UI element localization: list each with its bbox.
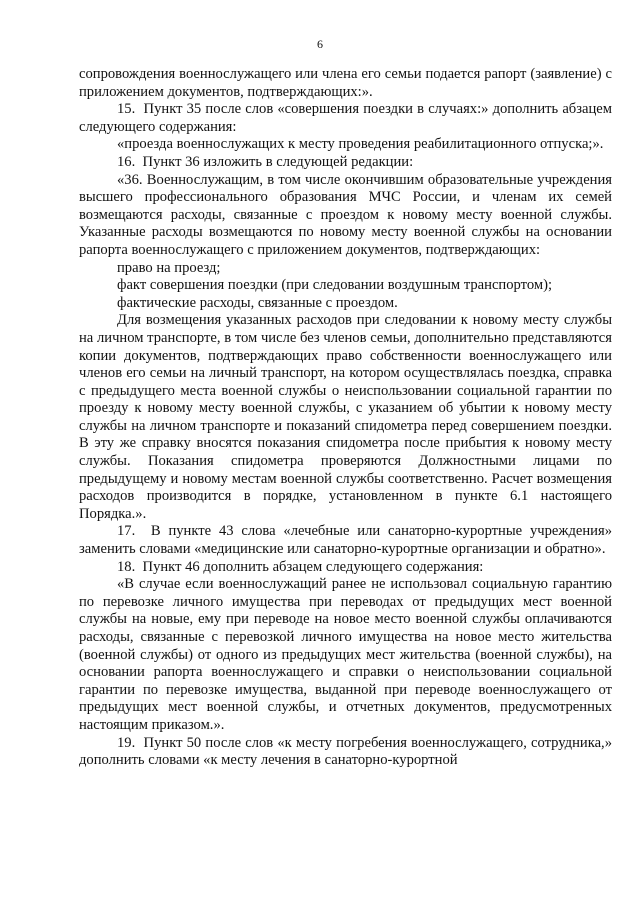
page-number: 6	[317, 37, 323, 51]
paragraph-quote-15: «проезда военнослужащих к месту проведения реабилитационного отпуска;».	[117, 136, 604, 153]
paragraph-item-17: 17. В пункте 43 слова «лечебные или санаторно-курортные учреждения» заменить словами «медицинские или санаторно-курортные организации и обратно».	[79, 523, 612, 558]
document-body	[79, 66, 612, 770]
paragraph-item-19: 19. Пункт 50 после слов «к месту погребения военнослужащего, сотрудника,» дополнить словами «к месту лечения в санаторно-курортной	[79, 734, 612, 769]
paragraph-list-item: факт совершения поездки (при следовании воздушным транспортом);	[117, 277, 552, 294]
paragraph-reimbursement: Для возмещения указанных расходов при следовании к новому месту службы на личном транспорте, в том числе без членов семьи, дополнительно представляются копии документов, подтверждающих право собственности военнослужащего или членов его семьи на личный транспорт, на котором осуществлялась поездка, справка с предыдущего места военной службы о неиспользовании социальной гарантии по проезду к новому месту военной службы, с указанием об убытии к новому месту службы на личном транспорте и показаний спидометра перед совершением поездки. В эту же справку вносятся показания спидометра после прибытия к новому месту службы. Показания спидометра проверяются Должностными лицами по предыдущему и новому местам военной службы соответственно. Расчет возмещения расходов производится в порядке, установленном в пункте 6.1 настоящего Порядка.».	[79, 312, 612, 522]
paragraph-quote-36: «36. Военнослужащим, в том числе окончившим образовательные учреждения высшего профессионального образования МЧС России, и членам их семей возмещаются расходы, связанные с проездом к новому месту военной службы. Указанные расходы возмещаются по новому месту военной службы на основании рапорта военнослужащего с приложением документов, подтверждающих:	[79, 171, 612, 258]
paragraph-quote-46: «В случае если военнослужащий ранее не использовал социальную гарантию по перевозке личного имущества при переводах от предыдущих мест военной службы на новые, ему при переводе на новое место военной службы оплачиваются расходы, связанные с перевозкой личного имущества на новое место жительства (военной службы) от одного из предыдущих мест жительства (военной службы), на основании рапорта военнослужащего и справки о неиспользовании социальной гарантии по перевозке имущества, выданной при переводе военнослужащего от предыдущих мест военной службы, и отчетных документов, предусмотренных настоящим приказом.».	[79, 576, 612, 733]
paragraph-item-18: 18. Пункт 46 дополнить абзацем следующего содержания:	[117, 558, 484, 575]
paragraph-list-item: фактические расходы, связанные с проездом.	[117, 294, 398, 311]
paragraph-continuation: сопровождения военнослужащего или члена его семьи подается рапорт (заявление) с приложением документов, подтверждающих:».	[79, 66, 612, 100]
paragraph-list-item: право на проезд;	[117, 259, 221, 276]
paragraph-item-16: 16. Пункт 36 изложить в следующей редакции:	[117, 153, 414, 170]
paragraph-item-15: 15. Пункт 35 после слов «совершения поездки в случаях:» дополнить абзацем следующего содержания:	[79, 101, 612, 135]
